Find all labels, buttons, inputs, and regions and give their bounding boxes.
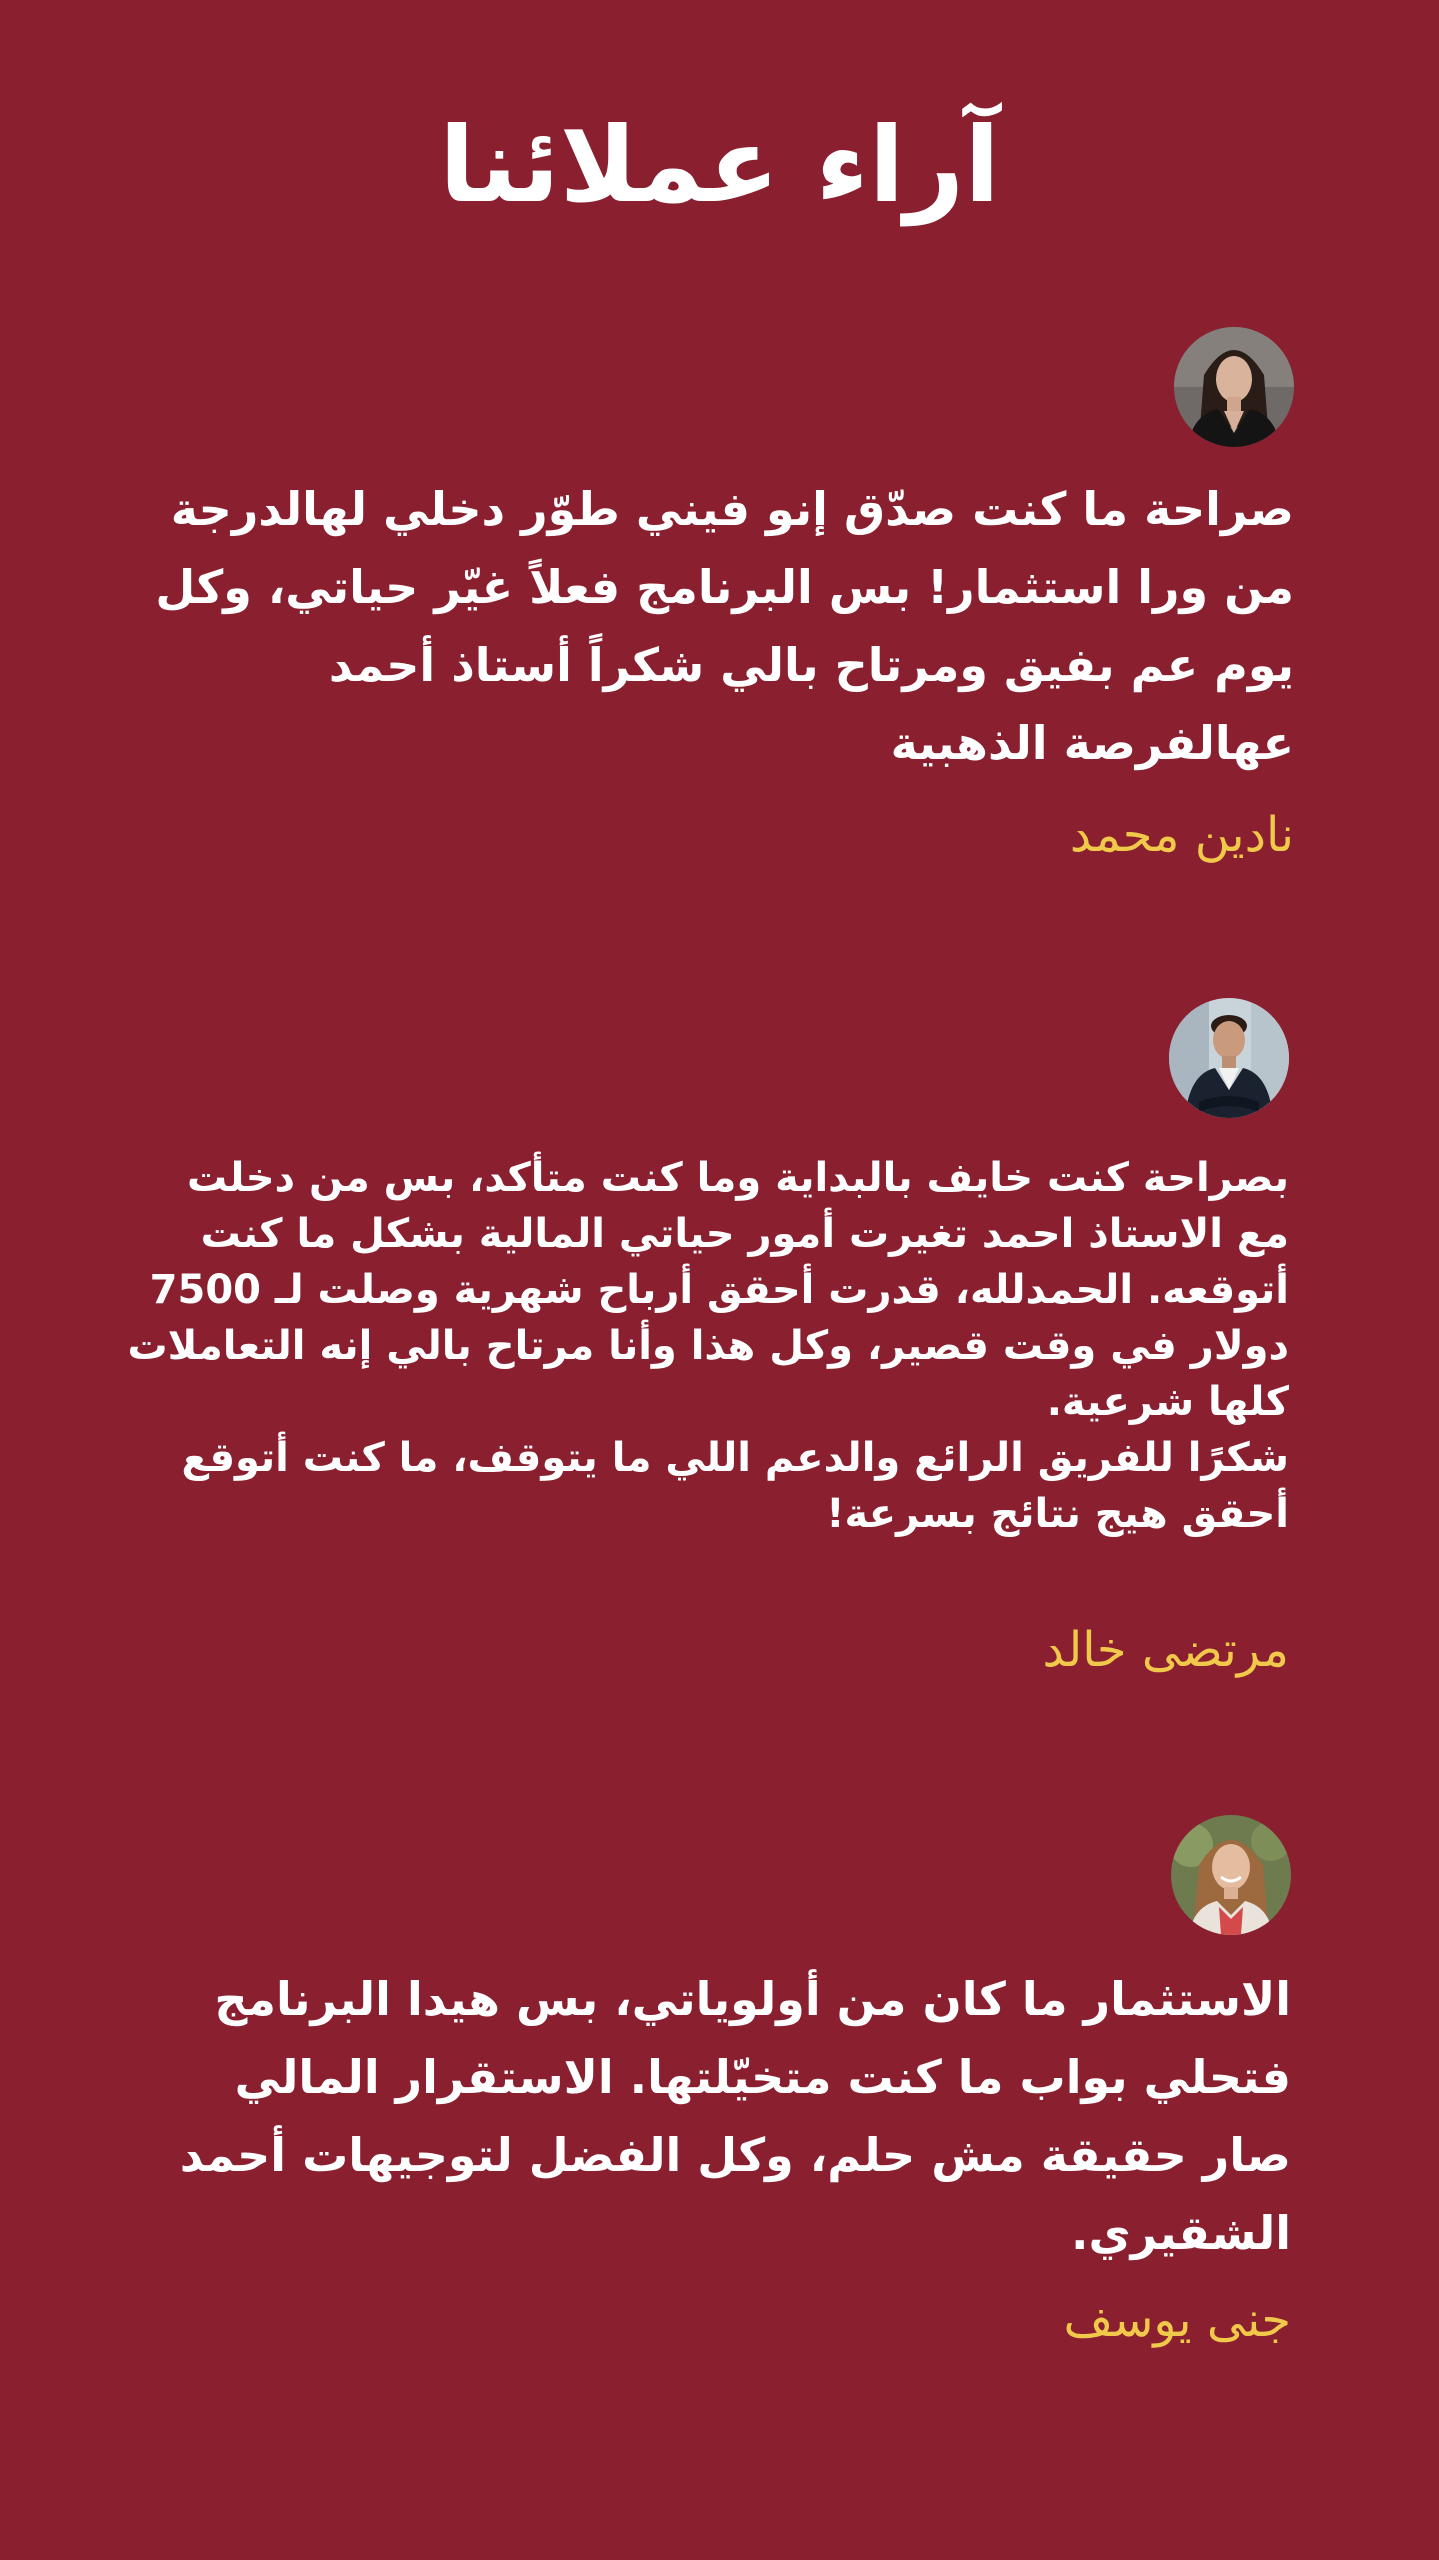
page-title: آراء عملائنا <box>439 104 1000 226</box>
avatar <box>1171 1815 1291 1935</box>
woman-smiling-avatar-icon <box>1171 1815 1291 1935</box>
man-portrait-avatar-icon <box>1169 998 1289 1118</box>
testimonial-quote: الاستثمار ما كان من أولوياتي، بس هيدا البرنامج فتحلي بواب ما كنت متخيّلتها. الاستقرار المالي صار حقيقة مش حلم، وكل الفضل لتوجيهات أحمد الشقيري. <box>179 1972 1291 2260</box>
woman-portrait-avatar-icon <box>1174 327 1294 447</box>
testimonial-author: مرتضى خالد <box>1042 1622 1289 1678</box>
testimonial-quote: صراحة ما كنت صدّق إنو فيني طوّر دخلي لهالدرجة من ورا استثمار! بس البرنامج فعلاً غيّر حياتي، وكل يوم عم بفيق ومرتاح بالي شكراً أستاذ أحمد عهالفرصة الذهبية <box>155 482 1294 770</box>
testimonial-quote: بصراحة كنت خايف بالبداية وما كنت متأكد، بس من دخلت مع الاستاذ احمد تغيرت أمور حياتي المالية بشكل ما كنت أتوقعه. الحمدلله، قدرت أحقق أرباح شهرية وصلت لـ 7500 دولار في وقت قصير، وكل هذا وأنا مرتاح بالي إنه التعاملات كلها شرعية. شكرًا للفريق الرائع والدعم اللي ما يتوقف، ما كنت أتوقع أحقق هيج نتائج بسرعة! <box>127 1155 1289 1537</box>
testimonial-author: جنى يوسف <box>1063 2292 1291 2348</box>
avatar <box>1169 998 1289 1118</box>
testimonial-author: نادين محمد <box>1069 807 1294 863</box>
avatar <box>1174 327 1294 447</box>
